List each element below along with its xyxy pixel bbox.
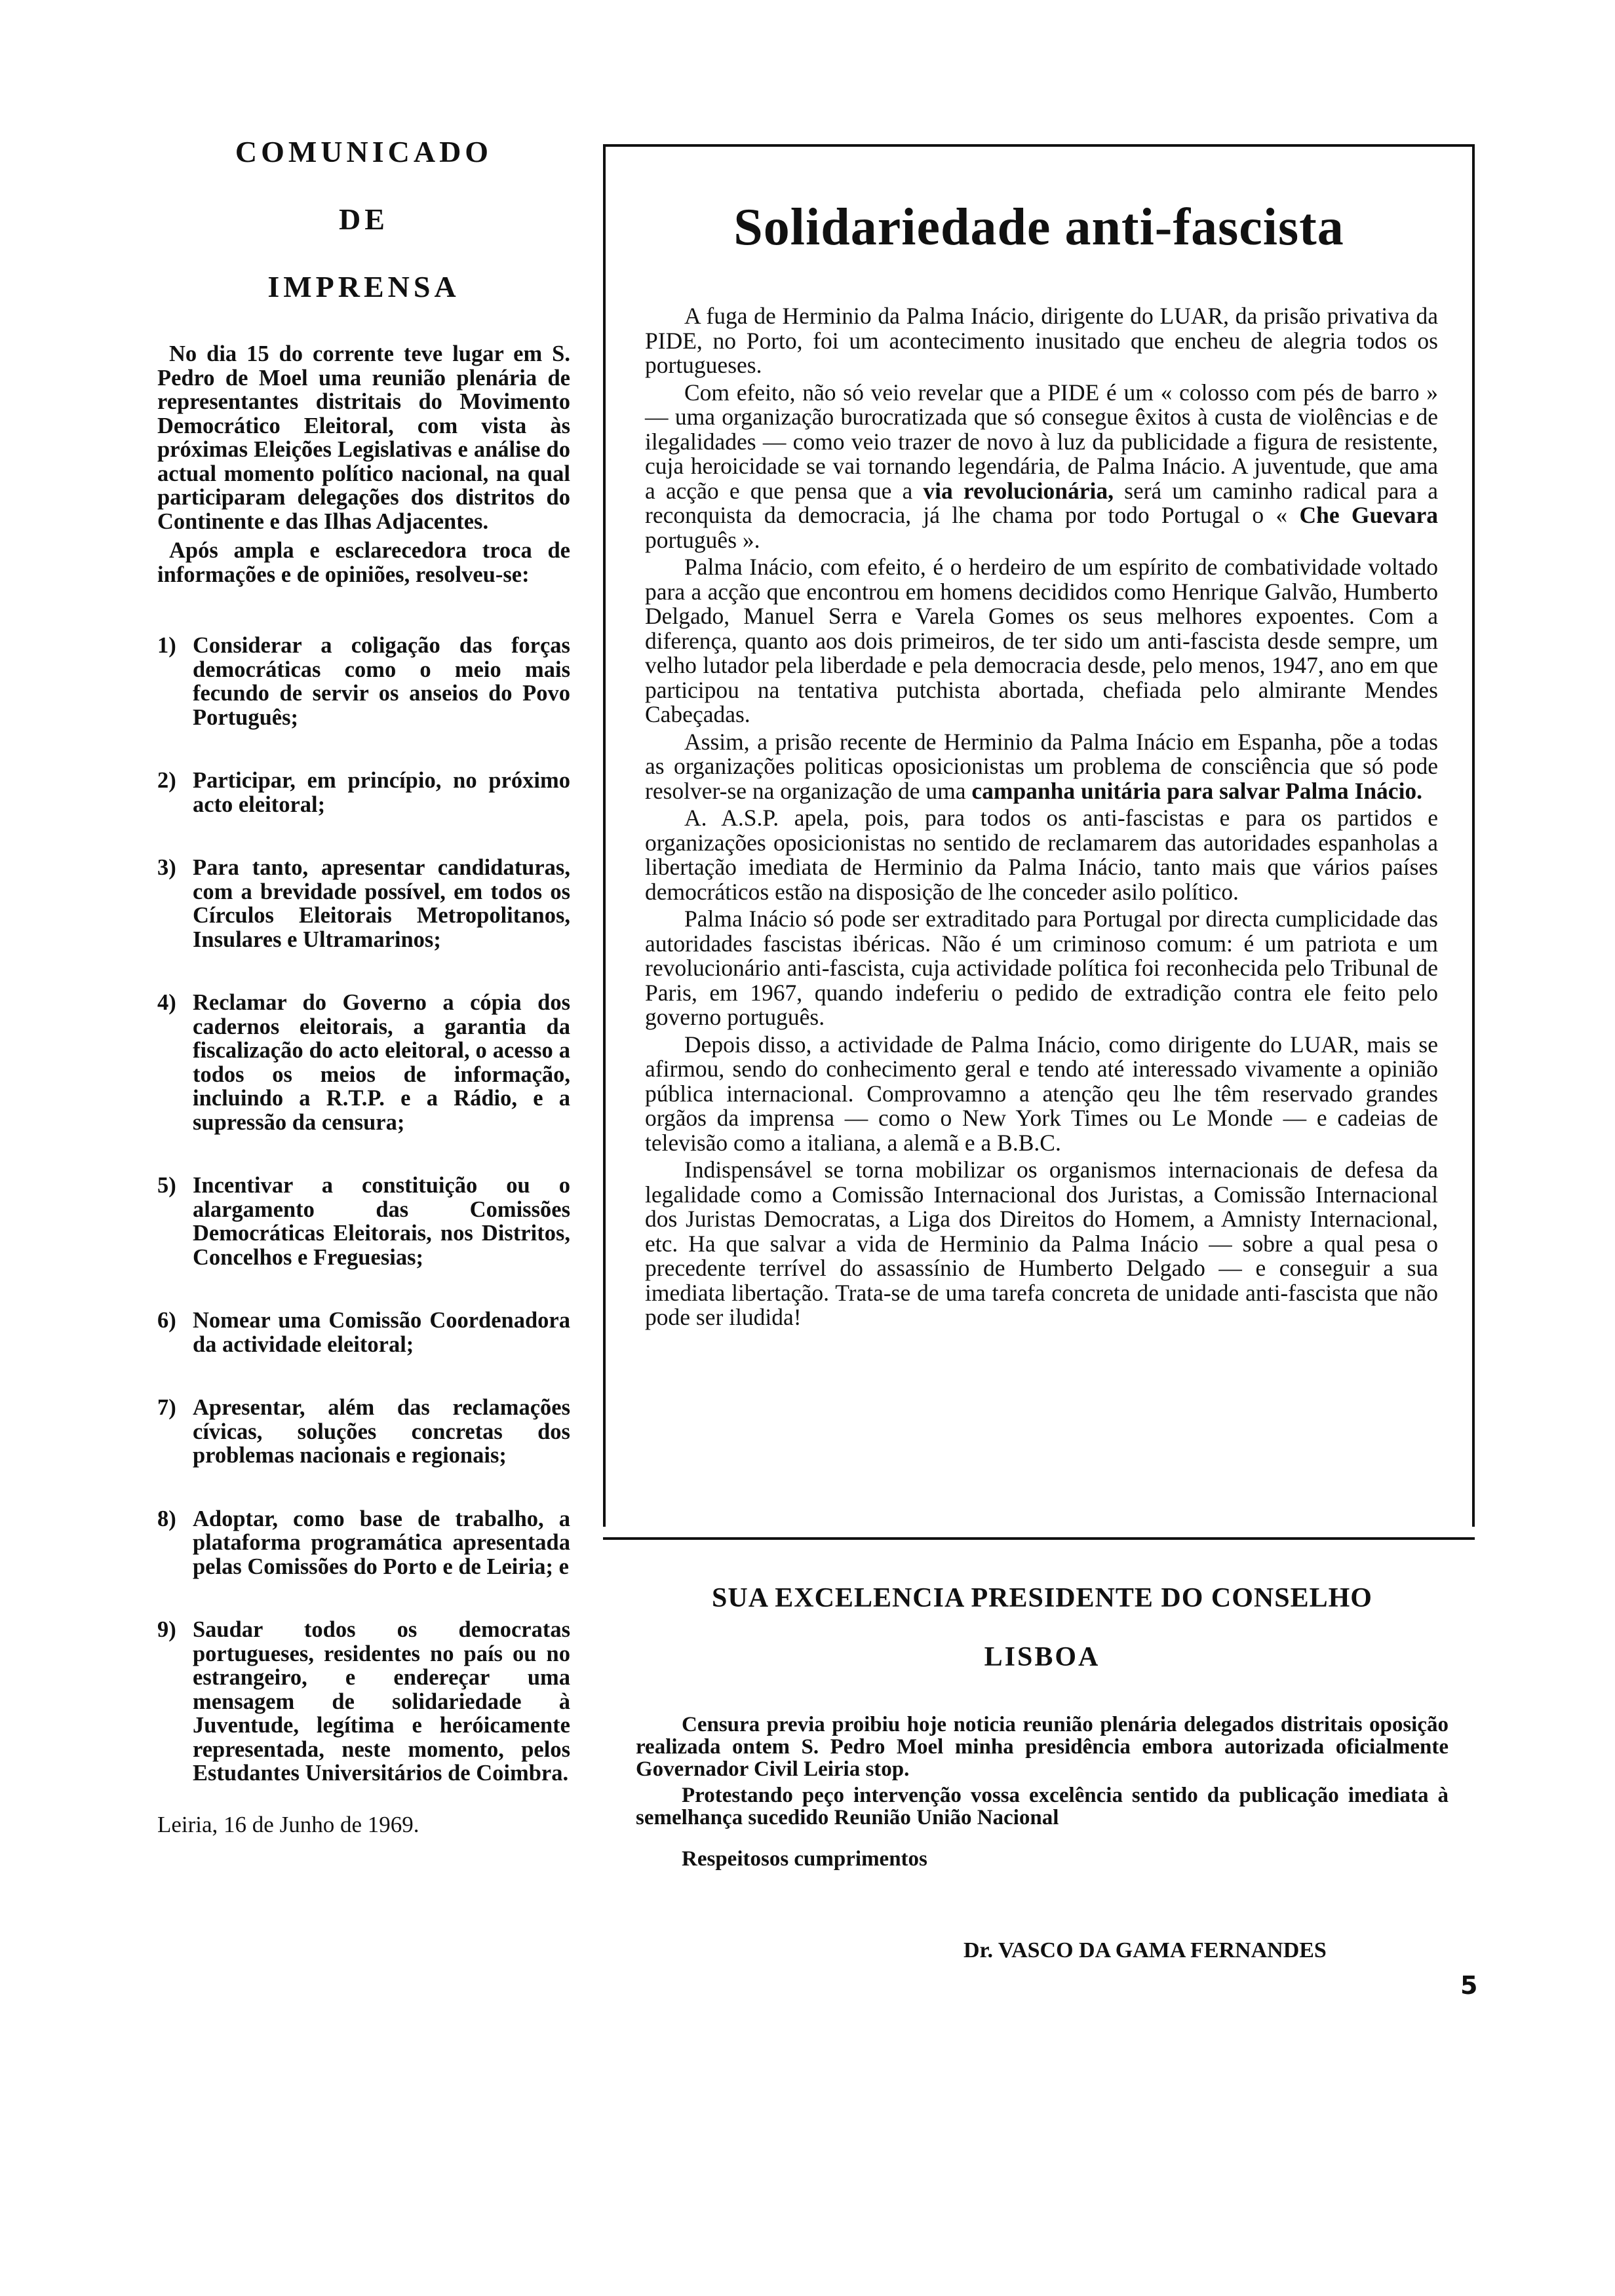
resolution-text: Incentivar a constituição ou o alargamento das Comissões Democráticas Eleitorais, nos Distritos, Concelhos e Freguesias; [193, 1173, 570, 1270]
resolution-text: Nomear uma Comissão Coordenadora da actividade eleitoral; [193, 1308, 570, 1357]
telegram-greeting: Respeitosos cumprimentos [682, 1847, 927, 1871]
resolution-number: 2) [157, 768, 176, 793]
telegram-block [636, 1582, 1449, 1963]
resolution-number: 3) [157, 855, 176, 880]
resolution-number: 8) [157, 1506, 176, 1531]
article-text-run: português ». [645, 526, 760, 553]
resolution-item [157, 1396, 570, 1468]
press-release-dateline: Leiria, 16 de Junho de 1969. [157, 1811, 419, 1837]
resolution-item [157, 1507, 570, 1579]
article-paragraph: A. A.S.P. apela, pois, para todos os anti-fascistas e para os partidos e organizações oposicionistas no sentido de reclamarem das autoridades espanholas a libertação imediata de Herminio da Palma Inácio, tanto mais que vários países democráticos estão na disposição de lhe conceder asilo político. [645, 805, 1438, 905]
article-body [645, 304, 1438, 1333]
resolution-text: Saudar todos os democratas portugueses, residentes no país ou no estrangeiro, e endereçar uma mensagem de solidariedade à Juventude, legítima e heróicamente representada, neste momento, pelos Estudantes Universitários de Coimbra. [193, 1617, 570, 1786]
article-emphasis: campanha unitária para salvar Palma Inácio. [971, 777, 1423, 804]
resolutions-list [157, 634, 570, 1786]
resolution-item [157, 991, 570, 1134]
article-paragraph: Depois disso, a actividade de Palma Inácio, como dirigente do LUAR, mais se afirmou, sendo do conhecimento geral e tendo até interessado vivamente a opinião pública internacional. Comprovamno a atenção qeu lhe têm reservado grandes orgãos da imprensa — como o New York Times ou Le Monde — e cadeias de televisão como a italiana, a alemã e a B.B.C. [645, 1031, 1438, 1156]
resolution-text: Para tanto, apresentar candidaturas, com a brevidade possível, em todos os Círculos Eleitorais Metropolitanos, Insulares e Ultramarinos; [193, 855, 570, 952]
telegram-paragraph: Censura previa proibiu hoje noticia reunião plenária delegados distritais oposição realizada ontem S. Pedro Moel minha presidência embora autorizada oficialmente Governador Civil Leiria stop. [636, 1713, 1449, 1781]
resolution-number: 1) [157, 633, 176, 658]
press-release-heading-line-3: IMPRENSA [267, 270, 460, 303]
resolution-number: 4) [157, 990, 176, 1015]
resolution-item [157, 769, 570, 816]
article-box [603, 144, 1475, 1527]
article-bottom-rule [603, 1537, 1475, 1540]
resolution-item [157, 1618, 570, 1786]
telegram-city: LISBOA [984, 1642, 1100, 1672]
press-release-resolution-lead: Após ampla e esclarecedora troca de informações e de opiniões, resolveu-se: [157, 538, 570, 587]
resolution-item [157, 634, 570, 729]
resolution-number: 9) [157, 1617, 176, 1642]
article-text-run: Assim, a prisão recente de Herminio da Palma Inácio em Espanha, põe a todas as organizações politicas oposicionistas um problema de consciência que só pode resolver-se na organização de uma [645, 728, 1438, 804]
page-number: 5 [1460, 1971, 1478, 2000]
resolution-text: Apresentar, além das reclamações cívicas, soluções concretas dos problemas nacionais e regionais; [193, 1395, 570, 1468]
article-paragraph: Palma Inácio, com efeito, é o herdeiro de um espírito de combatividade voltado para a acção que encontrou em homens decididos como Henrique Galvão, Humberto Delgado, Manuel Serra e Varela Gomes os seus melhores expoentes. Com a diferença, quanto aos dois primeiros, de ter sido um anti-fascista desde sempre, um velho lutador pela liberdade e pela democracia desde, pelo menos, 1947, ano em que participou na tentativa putchista abortada, chefiada pelo almirante Mendes Cabeçadas. [645, 554, 1438, 727]
article-paragraph [645, 381, 1438, 553]
article-text-run: será um caminho radical para a reconquista da democracia, já lhe chama por todo Portugal o « [645, 477, 1438, 528]
article-title: Solidariedade anti-fascista [733, 199, 1344, 256]
telegram-signature: Dr. VASCO DA GAMA FERNANDES [963, 1938, 1327, 1962]
resolution-text: Considerar a coligação das forças democráticas como o meio mais fecundo de servir os anseios do Povo Português; [193, 633, 570, 730]
press-release-heading-line-1: COMUNICADO [235, 135, 493, 168]
press-release-heading-line-2: DE [339, 202, 389, 236]
telegram-addressee: SUA EXCELENCIA PRESIDENTE DO CONSELHO [712, 1583, 1372, 1613]
resolution-item [157, 1309, 570, 1356]
resolution-text: Reclamar do Governo a cópia dos cadernos eleitorais, a garantia da fiscalização do acto eleitoral, o acesso a todos os meios de informação, incluindo a R.T.P. e a Rádio, e a supressão da censura; [193, 990, 570, 1135]
article-paragraph: Palma Inácio só pode ser extraditado para Portugal por directa cumplicidade das autoridades fascistas ibéricas. Não é um criminoso comum: é um patriota e um revolucionário anti-fascista, cuja actividade política foi reconhecida pelo Tribunal de Paris, em 1967, quando indeferiu o pedido de extradição contra ele feito pelo governo português. [645, 906, 1438, 1030]
telegram-paragraph: Protestando peço intervenção vossa excelência sentido da publicação imediata à semelhança sucedido Reunião União Nacional [636, 1784, 1449, 1829]
article-emphasis: Che Guevara [1299, 502, 1438, 528]
resolution-text: Adoptar, como base de trabalho, a plataforma programática apresentada pelas Comissões do Porto e de Leiria; e [193, 1506, 570, 1579]
article-paragraph: Indispensável se torna mobilizar os organismos internacionais de defesa da legalidade como a Comissão Internacional dos Juristas, a Comissão Internacional dos Juristas Democratas, a Liga dos Direitos do Homem, a Amnisty Internacional, etc. Ha que salvar a vida de Herminio da Palma Inácio — sobre a qual pesa o precedente terrível do assassínio de Humberto Delgado — e conseguir a sua imediata libertação. Trata-se de uma tarefa concreta de unidade anti-fascista que não pode ser iludida! [645, 1157, 1438, 1330]
resolution-number: 6) [157, 1308, 176, 1333]
resolution-item [157, 856, 570, 951]
article-text-run: Com efeito, não só veio revelar que a PIDE é um « colosso com pés de barro » — uma organização burocratizada que só consegue êxitos à custa de violências e de ilegalidades — como veio trazer de novo à luz da publicidade a figura de resistente, cuja heroicidade se vai tornando legendária, de Palma Inácio. A juventude, que ama a acção e que pensa que a [645, 379, 1438, 504]
resolution-number: 7) [157, 1395, 176, 1420]
article-emphasis: via revolucionária, [923, 477, 1114, 504]
press-release-intro-paragraph: No dia 15 do corrente teve lugar em S. Pedro de Moel uma reunião plenária de representantes distritais do Movimento Democrático Eleitoral, com vista às próximas Eleições Legislativas e análise do actual momento político nacional, na qual participaram delegações dos distritos do Continente e das Ilhas Adjacentes. [157, 341, 570, 534]
resolution-item [157, 1174, 570, 1269]
article-paragraph: A fuga de Herminio da Palma Inácio, dirigente do LUAR, da prisão privativa da PIDE, no Porto, foi um acontecimento inusitado que encheu de alegria todos os portugueses. [645, 303, 1438, 378]
resolution-text: Participar, em princípio, no próximo acto eleitoral; [193, 768, 570, 817]
press-release-column [157, 134, 570, 1861]
article-paragraph [645, 730, 1438, 804]
resolution-number: 5) [157, 1173, 176, 1198]
